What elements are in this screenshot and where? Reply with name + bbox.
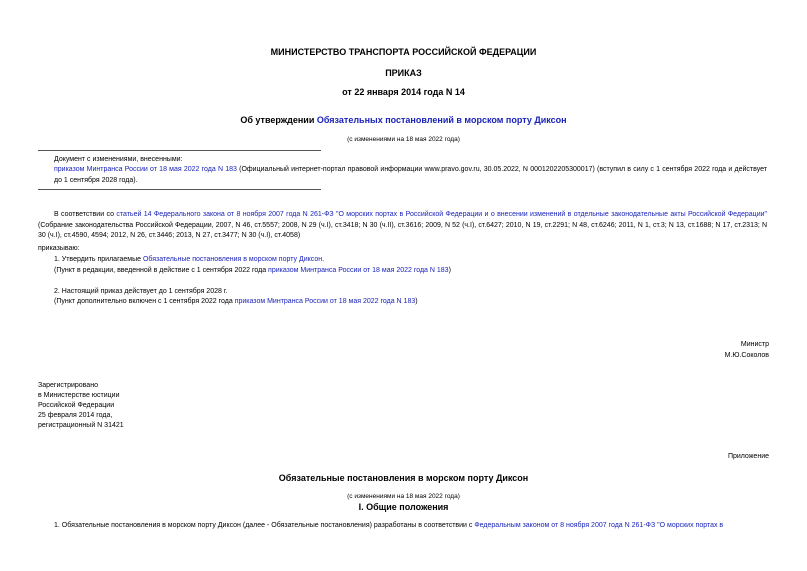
signature-position: Министр (740, 341, 769, 348)
ministry-heading: МИНИСТЕРСТВО ТРАНСПОРТА РОССИЙСКОЙ ФЕДЕРАЦИИ (270, 47, 537, 57)
doc-title (0, 115, 807, 126)
order-item-2-note (54, 297, 418, 307)
registration-line-5: регистрационный N 31421 (38, 422, 124, 429)
order-item-1-note-suffix: ) (448, 267, 451, 274)
amend-details-text: (Официальный интернет-портал правовой информации www.pravo.gov.ru, 30.05.2022, N 0001202205300017) (вступил в силу с 1 сентября 2022 года и действует до 1 сентября 2028 года). (54, 166, 767, 184)
section-heading: I. Общие положения (358, 502, 449, 512)
appendix-title: Обязательные постановления в морском порту Диксон (278, 473, 529, 483)
registration-line-2: в Министерстве юстиции (38, 392, 120, 399)
amend-bottom-rule (38, 189, 321, 190)
doc-title-prefix: Об утверждении (240, 115, 317, 125)
preamble-law-link[interactable]: статьей 14 Федерального закона от 8 ноября 2007 года N 261-ФЗ "О морских портах в Российской Федерации и о внесении изменений в отдельные законодательные акты Российской Федерации" (116, 211, 767, 218)
amend-link[interactable]: приказом Минтранса России от 18 мая 2022 года N 183 (54, 166, 237, 173)
order-item-1-note-link[interactable]: приказом Минтранса России от 18 мая 2022 года N 183 (268, 267, 449, 274)
doc-title-link[interactable]: Обязательных постановлений в морском порту Диксон (316, 115, 567, 125)
order-item-1-link[interactable]: Обязательные постановления в морском порту Диксон (142, 256, 323, 263)
amend-intro: Документ с изменениями, внесенными: (54, 156, 183, 163)
order-item-2-note-link[interactable]: приказом Минтранса России от 18 мая 2022 года N 183 (234, 298, 416, 305)
registration-line-1: Зарегистрировано (38, 382, 98, 389)
doc-type-heading: ПРИКАЗ (385, 68, 422, 78)
order-item-1-note-prefix: (Пункт в редакции, введенной в действие с 1 сентября 2022 года (54, 267, 269, 274)
appendix-paragraph-1 (38, 521, 767, 532)
appendix-label: Приложение (727, 453, 769, 460)
order-word: приказываю: (38, 245, 80, 252)
order-item-2-note-prefix: (Пункт дополнительно включен с 1 сентября 2022 года (54, 298, 235, 305)
registration-line-4: 25 февраля 2014 года, (38, 412, 113, 419)
appendix-p1-prefix: 1. Обязательные постановления в морском порту Диксон (далее - Обязательные постановления) разработаны в соответствии с (54, 522, 475, 529)
preamble-suffix: (Собрание законодательства Российской Федерации, 2007, N 46, ст.5557; 2008, N 29 (ч.I), ст.3418; N 30 (ч.II), ст.3616; 2009, N 52 (ч.I), ст.6427; 2010, N 19, ст.2291; N 48, ст.6246; 2011, N 1, ст.3; N 13, ст.1688; N 17, ст.2313; N 30 (ч.I), ст.4590, 4594; 2012, N 26, ст.3446; 2013, N 27, ст.3477; N 30 (ч.I), ст.4058) (38, 221, 767, 239)
preamble (38, 210, 767, 242)
order-item-1 (54, 255, 324, 265)
amend-top-rule (38, 150, 321, 151)
order-item-1-suffix: . (322, 256, 325, 263)
preamble-prefix: В соответствии со (54, 211, 117, 218)
doc-date: от 22 января 2014 года N 14 (342, 87, 465, 97)
order-item-2-note-suffix: ) (415, 298, 418, 305)
order-item-1-prefix: 1. Утвердить прилагаемые (54, 256, 143, 263)
order-item-2: 2. Настоящий приказ действует до 1 сентября 2028 г. (54, 288, 228, 295)
signature-name: М.Ю.Соколов (724, 352, 769, 359)
order-item-1-note (54, 266, 451, 276)
appendix-p1-link[interactable]: Федеральным законом от 8 ноября 2007 года N 261-ФЗ "О морских портах в (474, 522, 724, 529)
appendix-amend-note: (с изменениями на 18 мая 2022 года) (347, 493, 460, 500)
amend-details (54, 165, 767, 186)
amend-note: (с изменениями на 18 мая 2022 года) (347, 136, 460, 143)
registration-line-3: Российской Федерации (38, 402, 115, 409)
